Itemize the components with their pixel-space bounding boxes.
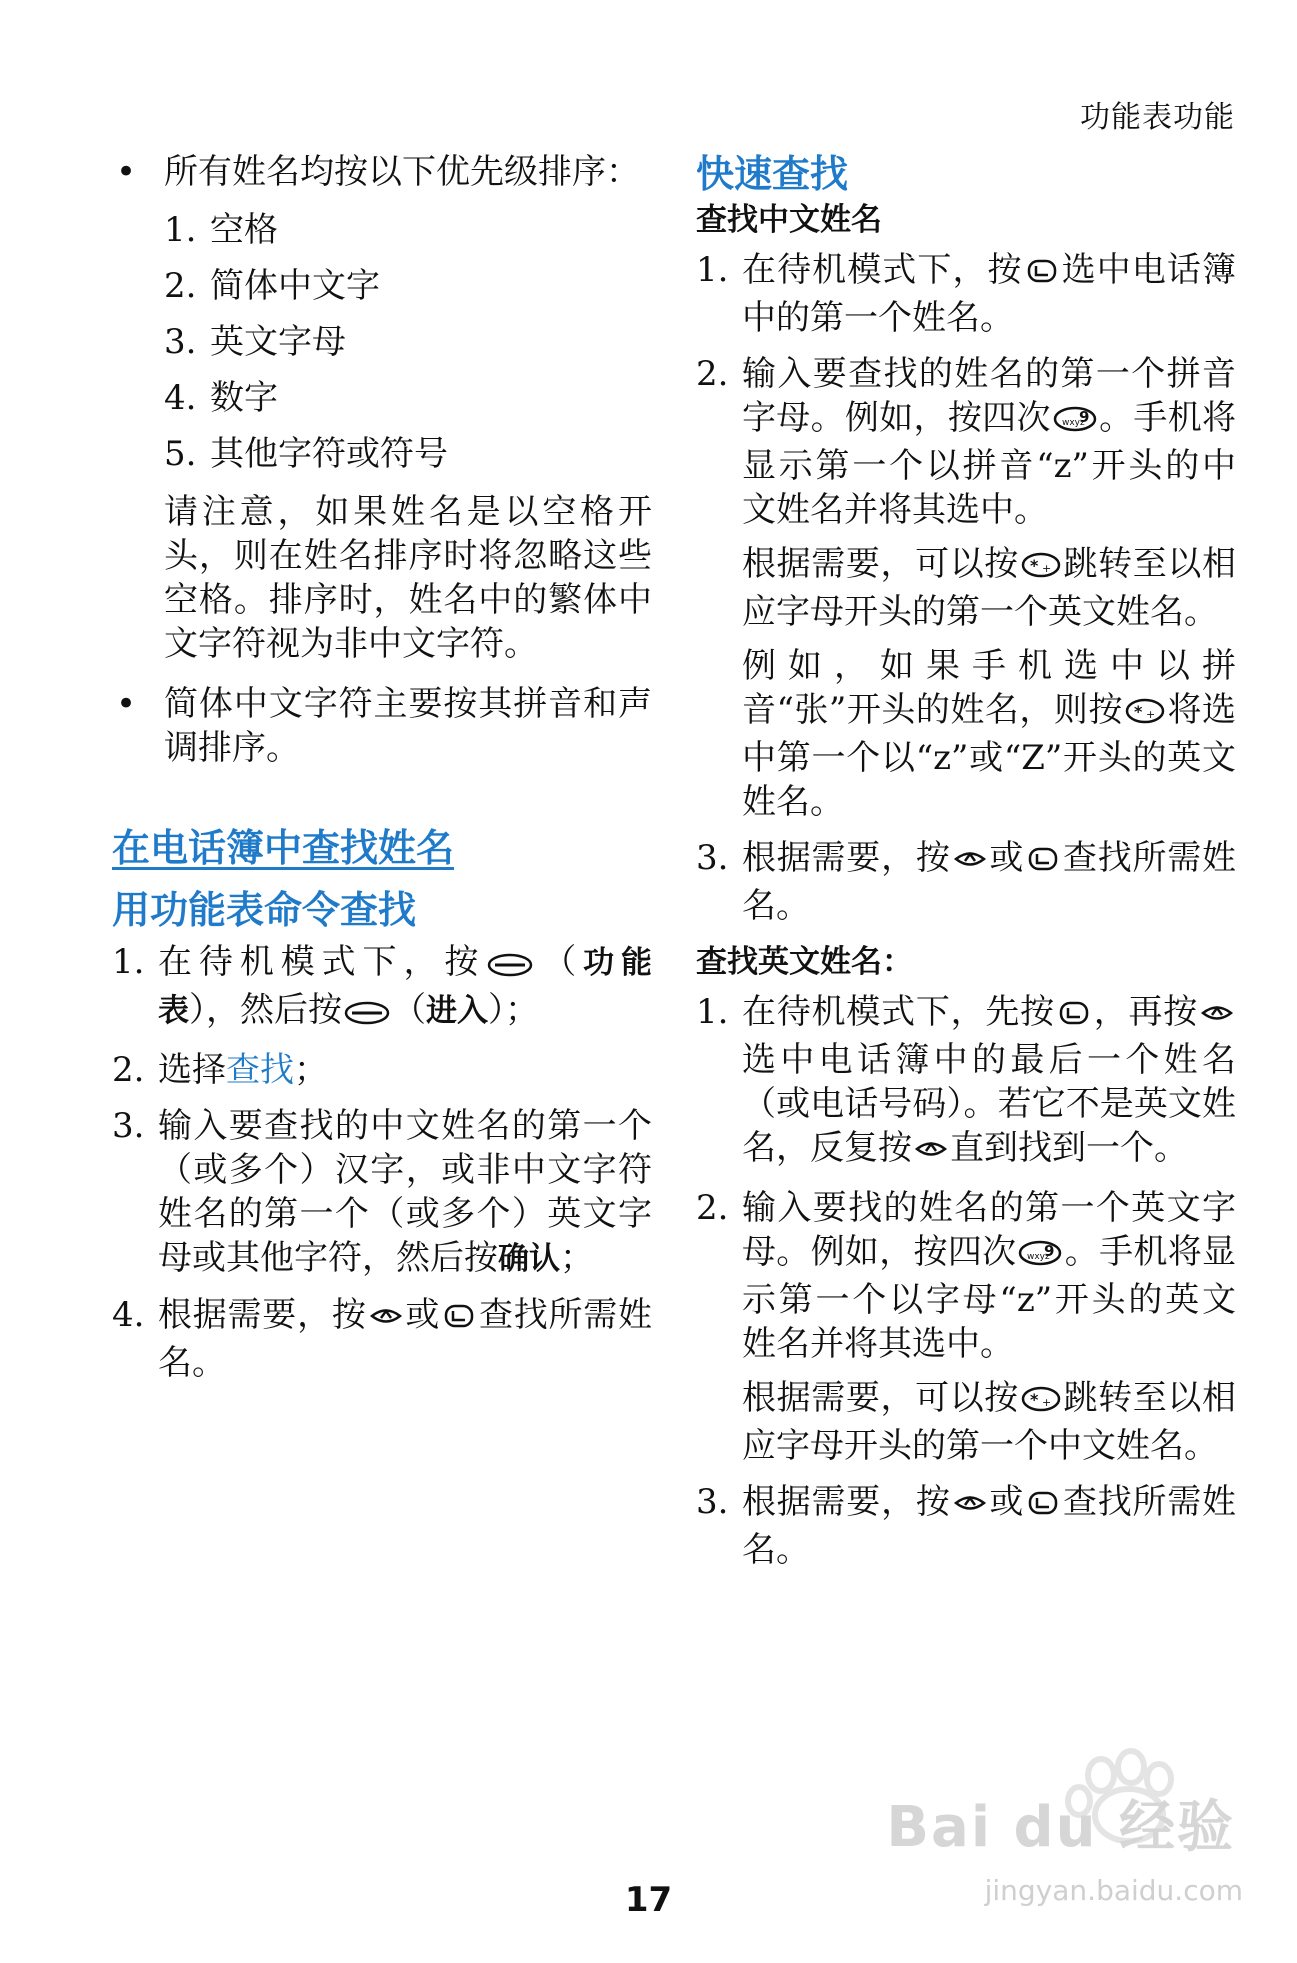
heading-find-chinese-name: 查找中文姓名 bbox=[696, 202, 882, 238]
menu-option-find[interactable]: 查找 bbox=[226, 1050, 294, 1090]
running-header: 功能表功能 bbox=[1080, 100, 1235, 135]
bullet-dot: • bbox=[116, 684, 137, 724]
step-text bbox=[158, 1293, 652, 1385]
step-item bbox=[696, 990, 1236, 1174]
step-text-part: 根据需要，按 bbox=[158, 1295, 367, 1335]
step-text-part: 或 bbox=[988, 1482, 1025, 1522]
left-column bbox=[112, 150, 652, 1397]
nav-up-icon bbox=[369, 1297, 403, 1341]
step-text-part: 在待机模式下，按 bbox=[742, 250, 1023, 290]
list-item bbox=[164, 264, 652, 308]
nav-up-icon bbox=[953, 1484, 987, 1528]
step-text bbox=[742, 990, 1236, 1174]
step-text-part: 跳转至以相应字母开头的第一个英文姓名。 bbox=[742, 544, 1237, 632]
step-text-part: ，再按 bbox=[1092, 992, 1199, 1032]
step-text-part: ； bbox=[560, 1238, 594, 1278]
step-text-part: （ bbox=[535, 942, 584, 982]
list-number: 3. bbox=[164, 322, 197, 362]
step-number: 1. bbox=[696, 992, 729, 1032]
menu-find-steps bbox=[112, 940, 652, 1385]
step-text-part: 根据需要，按 bbox=[742, 838, 951, 878]
step-text-part: 根据需要，可以按 bbox=[742, 1378, 1019, 1418]
bullet-item-sort-order bbox=[112, 150, 652, 194]
step-number: 1. bbox=[112, 942, 145, 982]
step-text-part: 。手机将显示第一个以字母“z”开头的英文姓名并将其选中。 bbox=[742, 1232, 1237, 1364]
softkey-icon bbox=[487, 944, 533, 988]
step-item bbox=[696, 352, 1236, 824]
key-star-icon bbox=[1021, 1380, 1061, 1424]
step-item bbox=[112, 940, 652, 1036]
step-text bbox=[742, 248, 1236, 340]
step-text bbox=[742, 836, 1236, 928]
svg-text:*: * bbox=[1029, 1390, 1039, 1409]
note-paragraph bbox=[112, 490, 652, 666]
section-title-find-name[interactable]: 在电话簿中查找姓名 bbox=[112, 826, 455, 870]
softkey-label: 进入 bbox=[426, 993, 488, 1029]
step-text bbox=[158, 1048, 652, 1092]
step-text-part: 选择 bbox=[158, 1050, 226, 1090]
watermark-brand: Bai du 经验 bbox=[886, 1795, 1235, 1860]
step-text-part: 在待机模式下，先按 bbox=[742, 992, 1055, 1032]
step-text bbox=[742, 352, 1236, 532]
svg-text:9: 9 bbox=[1044, 1242, 1055, 1260]
section-title-quick-find: 快速查找 bbox=[696, 152, 849, 196]
watermark-url: jingyan.baidu.com bbox=[984, 1874, 1243, 1907]
step-number: 2. bbox=[696, 1188, 729, 1228]
step-text-part: 例如，如果手机选中以拼音“张”开头的姓名，则按 bbox=[742, 646, 1236, 730]
list-text: 其他字符或符号 bbox=[210, 434, 448, 474]
nav-down-icon bbox=[1026, 1484, 1060, 1528]
key-9-wxyz-icon bbox=[1018, 1234, 1062, 1278]
page-number: 17 bbox=[624, 1880, 673, 1920]
nav-down-icon bbox=[1025, 252, 1059, 296]
softkey-label: 功能表 bbox=[158, 945, 653, 1029]
svg-text:+: + bbox=[1041, 562, 1052, 575]
nav-down-icon bbox=[1057, 994, 1091, 1038]
list-number: 4. bbox=[164, 378, 197, 418]
svg-text:wxyz: wxyz bbox=[1061, 418, 1085, 428]
step-text-part: 根据需要，可以按 bbox=[742, 544, 1019, 584]
step-number: 2. bbox=[696, 354, 729, 394]
list-text: 空格 bbox=[210, 210, 278, 250]
key-9-wxyz-icon bbox=[1053, 400, 1097, 444]
list-text: 简体中文字 bbox=[210, 266, 380, 306]
step-text-part: ），然后按 bbox=[189, 990, 342, 1030]
step-number: 3. bbox=[696, 1482, 729, 1522]
svg-text:*: * bbox=[1133, 702, 1143, 721]
svg-text:*: * bbox=[1029, 556, 1039, 575]
step-text-part: 。手机将显示第一个以拼音“z”开头的中文姓名并将其选中。 bbox=[742, 398, 1237, 530]
step-text-part: 查找所需姓名。 bbox=[742, 838, 1237, 926]
subsection-title-menu-find: 用功能表命令查找 bbox=[112, 888, 417, 932]
step-item bbox=[112, 1048, 652, 1092]
step-text bbox=[158, 940, 652, 1036]
nav-up-icon bbox=[1200, 994, 1234, 1038]
step-text-part: ； bbox=[294, 1050, 328, 1090]
step-text-part: 直到找到一个。 bbox=[950, 1128, 1188, 1168]
step-text-part: 或 bbox=[988, 838, 1025, 878]
step-text-part: 输入要查找的姓名的第一个拼音字母。例如，按四次 bbox=[742, 354, 1236, 438]
step-item bbox=[112, 1104, 652, 1281]
list-item bbox=[164, 208, 652, 252]
bullet-item-pinyin bbox=[112, 682, 652, 770]
bullet-text: 所有姓名均按以下优先级排序： bbox=[164, 152, 640, 192]
note-text: 请注意，如果姓名是以空格开头，则在姓名排序时将忽略这些空格。排序时，姓名中的繁体中文字符视为非中文字符。 bbox=[164, 492, 652, 664]
list-number: 1. bbox=[164, 210, 197, 250]
step-text-part: 查找所需姓名。 bbox=[742, 1482, 1237, 1570]
svg-text:+: + bbox=[1145, 708, 1156, 721]
english-find-steps bbox=[696, 990, 1236, 1572]
step-text-part: （ bbox=[392, 990, 426, 1030]
step-number: 2. bbox=[112, 1050, 145, 1090]
nav-up-icon bbox=[914, 1130, 948, 1174]
step-text-part: 在待机模式下，按 bbox=[158, 942, 486, 982]
nav-up-icon bbox=[953, 840, 987, 884]
heading-find-english-name: 查找英文姓名： bbox=[696, 944, 913, 980]
softkey-icon bbox=[344, 992, 390, 1036]
step-text bbox=[742, 1480, 1236, 1572]
step-item bbox=[696, 1480, 1236, 1572]
list-text: 数字 bbox=[210, 378, 278, 418]
step-subparagraph bbox=[742, 644, 1236, 824]
step-item bbox=[696, 836, 1236, 928]
step-item bbox=[112, 1293, 652, 1385]
step-number: 3. bbox=[112, 1106, 145, 1146]
key-star-icon bbox=[1021, 546, 1061, 590]
bullet-text: 简体中文字符主要按其拼音和声调排序。 bbox=[164, 684, 652, 768]
step-subparagraph bbox=[742, 1376, 1236, 1468]
step-text-part: ）； bbox=[488, 990, 539, 1030]
step-text-part: 查找所需姓名。 bbox=[158, 1295, 653, 1383]
right-column bbox=[696, 150, 1236, 1584]
chinese-find-steps bbox=[696, 248, 1236, 928]
step-item bbox=[696, 248, 1236, 340]
step-text-part: 输入要查找的中文姓名的第一个（或多个）汉字，或非中文字符姓名的第一个（或多个）英文字母或其他字符，然后按 bbox=[158, 1106, 652, 1278]
nav-down-icon bbox=[1026, 840, 1060, 884]
step-text-part: 选中电话簿中的第一个姓名。 bbox=[742, 250, 1237, 338]
step-text-part: 选中电话簿中的最后一个姓名（或电话号码）。若它不是英文姓名，反复按 bbox=[742, 1040, 1236, 1168]
step-text-part: 将选中第一个以“z”或“Z”开头的英文姓名。 bbox=[742, 690, 1237, 822]
key-star-icon bbox=[1125, 692, 1165, 736]
nav-down-icon bbox=[442, 1297, 476, 1341]
list-item bbox=[164, 376, 652, 420]
step-text-part: 或 bbox=[404, 1295, 441, 1335]
list-text: 英文字母 bbox=[210, 322, 346, 362]
step-number: 3. bbox=[696, 838, 729, 878]
step-subparagraph bbox=[742, 542, 1236, 634]
step-text bbox=[158, 1104, 652, 1281]
step-number: 1. bbox=[696, 250, 729, 290]
bullet-dot: • bbox=[116, 152, 137, 192]
step-text-part: 输入要找的姓名的第一个英文字母。例如，按四次 bbox=[742, 1188, 1236, 1272]
step-text-part: 根据需要，按 bbox=[742, 1482, 951, 1522]
list-item bbox=[164, 320, 652, 364]
svg-text:9: 9 bbox=[1078, 408, 1090, 426]
list-number: 2. bbox=[164, 266, 197, 306]
step-text-part: 跳转至以相应字母开头的第一个中文姓名。 bbox=[742, 1378, 1237, 1466]
step-text bbox=[742, 1186, 1236, 1366]
svg-text:wxyz: wxyz bbox=[1027, 1252, 1051, 1262]
svg-text:+: + bbox=[1041, 1396, 1052, 1409]
step-item bbox=[696, 1186, 1236, 1468]
step-number: 4. bbox=[112, 1295, 145, 1335]
list-item bbox=[164, 432, 652, 476]
softkey-label: 确认 bbox=[498, 1241, 560, 1277]
priority-list bbox=[112, 208, 652, 476]
list-number: 5. bbox=[164, 434, 197, 474]
